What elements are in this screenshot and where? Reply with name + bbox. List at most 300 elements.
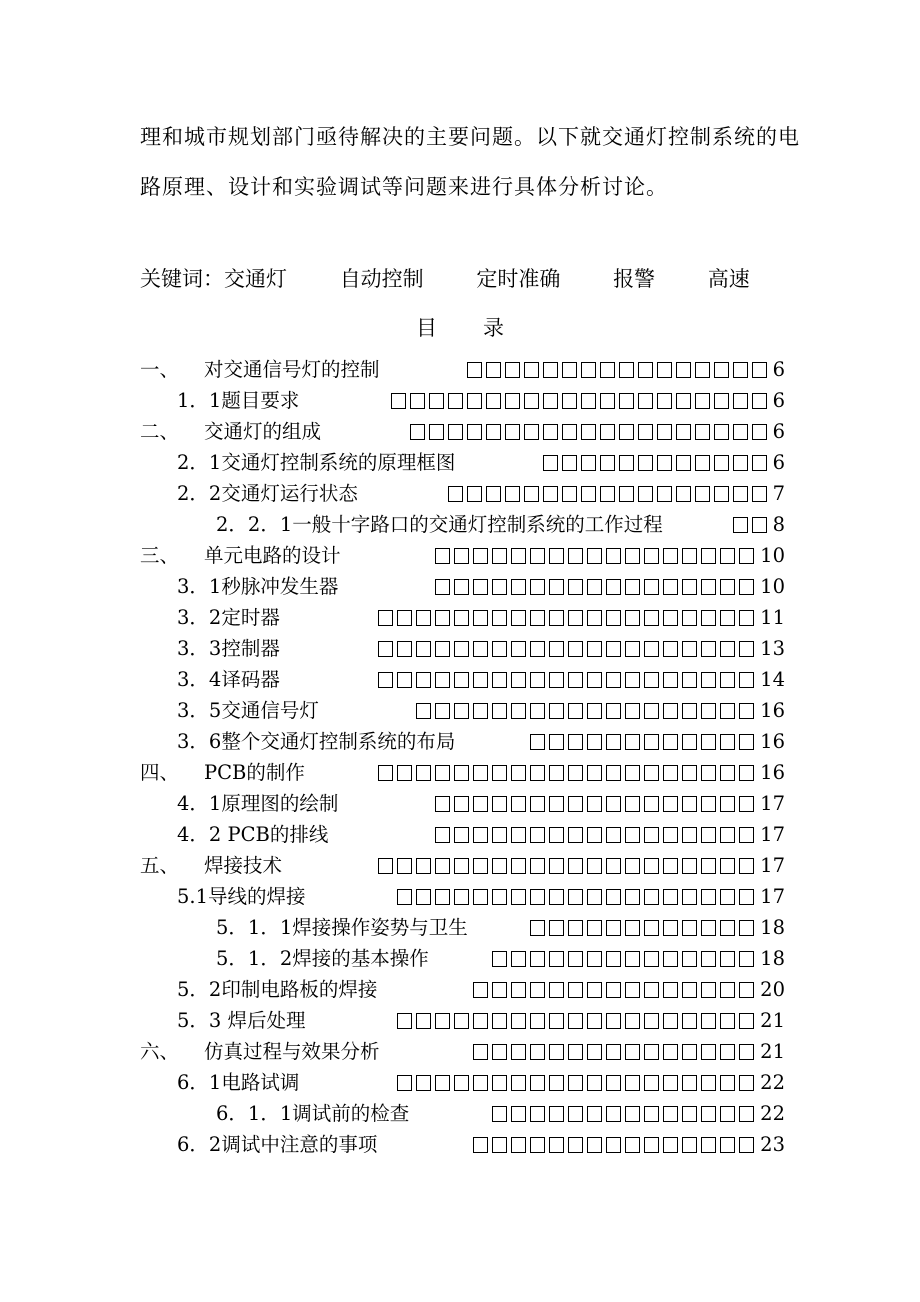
toc-entry-page: 17 xyxy=(760,854,785,877)
leader-box-icon xyxy=(739,734,754,750)
leader-box-icon xyxy=(581,393,596,409)
toc-entry-title: 3．3控制器 xyxy=(177,637,280,660)
leader-box-icon xyxy=(549,951,564,967)
leader-box-icon xyxy=(701,703,716,719)
leader-box-icon xyxy=(720,951,735,967)
leader-box-icon xyxy=(644,548,659,564)
leader-box-icon xyxy=(606,1044,621,1060)
leader-box-icon xyxy=(562,393,577,409)
toc-entry-title: 1．1题目要求 xyxy=(177,389,300,412)
leader-box-icon xyxy=(663,579,678,595)
toc-entry-title: 焊接技术 xyxy=(204,854,283,877)
leader-box-icon xyxy=(416,1013,431,1029)
leader-box-icon xyxy=(568,765,583,781)
leader-box-icon xyxy=(638,455,653,471)
leader-box-icon xyxy=(530,982,545,998)
leader-box-icon xyxy=(682,889,697,905)
keyword-item: 自动控制 xyxy=(339,267,424,291)
leader-box-icon xyxy=(435,1013,450,1029)
toc-entry[interactable] xyxy=(140,912,785,943)
toc-entry-page: 20 xyxy=(760,978,785,1001)
toc-leader xyxy=(530,912,785,943)
toc-leader xyxy=(378,633,785,664)
leader-box-icon xyxy=(663,734,678,750)
toc-entry[interactable] xyxy=(140,385,785,416)
toc-leader xyxy=(435,788,785,819)
leader-box-icon xyxy=(473,672,488,688)
leader-box-icon xyxy=(682,827,697,843)
leader-box-icon xyxy=(644,982,659,998)
leader-box-icon xyxy=(568,1106,583,1122)
toc-entry[interactable] xyxy=(140,1036,785,1067)
leader-box-icon xyxy=(486,486,501,502)
leader-box-icon xyxy=(714,455,729,471)
leader-box-icon xyxy=(606,641,621,657)
leader-box-icon xyxy=(549,672,564,688)
toc-entry-title: 6．1电路试调 xyxy=(177,1071,300,1094)
toc-entry[interactable] xyxy=(140,416,785,447)
leader-box-icon xyxy=(530,1137,545,1153)
leader-box-icon xyxy=(530,951,545,967)
leader-box-icon xyxy=(625,548,640,564)
leader-box-icon xyxy=(530,734,545,750)
leader-box-icon xyxy=(416,610,431,626)
toc-entry-number: 一、 xyxy=(140,358,180,381)
leader-box-icon xyxy=(739,889,754,905)
leader-box-icon xyxy=(701,1137,716,1153)
leader-box-icon xyxy=(682,641,697,657)
leader-box-icon xyxy=(378,765,393,781)
toc-entry-page: 22 xyxy=(760,1071,785,1094)
leader-box-icon xyxy=(739,1044,754,1060)
leader-box-icon xyxy=(720,889,735,905)
toc-leader xyxy=(378,757,785,788)
leader-box-icon xyxy=(568,548,583,564)
leader-box-icon xyxy=(739,1013,754,1029)
leader-box-icon xyxy=(733,455,748,471)
leader-box-icon xyxy=(606,982,621,998)
leader-box-icon xyxy=(619,362,634,378)
leader-box-icon xyxy=(568,1013,583,1029)
toc-entry[interactable] xyxy=(140,850,785,881)
leader-box-icon xyxy=(676,486,691,502)
toc-entry-page: 8 xyxy=(772,513,785,536)
toc-leader xyxy=(530,726,785,757)
toc-entry[interactable] xyxy=(140,695,785,726)
leader-box-icon xyxy=(682,1044,697,1060)
leader-box-icon xyxy=(473,1013,488,1029)
leader-box-icon xyxy=(657,455,672,471)
leader-box-icon xyxy=(416,672,431,688)
leader-box-icon xyxy=(695,393,710,409)
leader-box-icon xyxy=(492,1044,507,1060)
leader-box-icon xyxy=(492,548,507,564)
leader-box-icon xyxy=(397,1075,412,1091)
toc-leader xyxy=(543,447,785,478)
leader-box-icon xyxy=(397,1013,412,1029)
leader-box-icon xyxy=(638,486,653,502)
leader-box-icon xyxy=(473,982,488,998)
toc-leader xyxy=(397,881,785,912)
leader-box-icon xyxy=(739,1075,754,1091)
leader-box-icon xyxy=(682,734,697,750)
leader-box-icon xyxy=(511,951,526,967)
leader-box-icon xyxy=(701,982,716,998)
toc-entry[interactable] xyxy=(140,633,785,664)
toc-entry[interactable] xyxy=(140,1067,785,1098)
leader-box-icon xyxy=(676,455,691,471)
leader-box-icon xyxy=(682,951,697,967)
toc-entry[interactable] xyxy=(140,602,785,633)
leader-box-icon xyxy=(568,796,583,812)
leader-box-icon xyxy=(752,455,767,471)
toc-entry[interactable] xyxy=(140,757,785,788)
leader-box-icon xyxy=(378,610,393,626)
leader-box-icon xyxy=(486,393,501,409)
toc-entry-title: 5．1．1焊接操作姿势与卫生 xyxy=(216,916,468,939)
leader-box-icon xyxy=(739,1137,754,1153)
leader-box-icon xyxy=(397,641,412,657)
leader-box-icon xyxy=(587,641,602,657)
leader-box-icon xyxy=(568,579,583,595)
leader-box-icon xyxy=(568,951,583,967)
leader-box-icon xyxy=(397,889,412,905)
leader-box-icon xyxy=(644,1106,659,1122)
leader-box-icon xyxy=(492,1075,507,1091)
leader-box-icon xyxy=(416,889,431,905)
leader-box-icon xyxy=(606,548,621,564)
leader-box-icon xyxy=(568,703,583,719)
leader-box-icon xyxy=(568,1137,583,1153)
toc-entry[interactable] xyxy=(140,664,785,695)
leader-box-icon xyxy=(530,703,545,719)
leader-box-icon xyxy=(587,548,602,564)
leader-box-icon xyxy=(644,1075,659,1091)
leader-box-icon xyxy=(511,672,526,688)
leader-box-icon xyxy=(492,982,507,998)
leader-box-icon xyxy=(568,889,583,905)
leader-box-icon xyxy=(625,951,640,967)
leader-box-icon xyxy=(568,1044,583,1060)
leader-box-icon xyxy=(511,889,526,905)
leader-box-icon xyxy=(606,765,621,781)
toc-entry[interactable] xyxy=(140,540,785,571)
leader-box-icon xyxy=(682,610,697,626)
leader-box-icon xyxy=(720,703,735,719)
leader-box-icon xyxy=(492,1137,507,1153)
leader-box-icon xyxy=(587,672,602,688)
leader-box-icon xyxy=(473,641,488,657)
leader-box-icon xyxy=(581,486,596,502)
leader-box-icon xyxy=(391,393,406,409)
leader-box-icon xyxy=(663,1137,678,1153)
toc-entry-title: 5．3 焊后处理 xyxy=(177,1009,306,1032)
keywords-line xyxy=(140,263,750,295)
leader-box-icon xyxy=(448,486,463,502)
leader-box-icon xyxy=(701,1075,716,1091)
leader-box-icon xyxy=(473,858,488,874)
leader-box-icon xyxy=(568,734,583,750)
toc-leader xyxy=(435,819,785,850)
leader-box-icon xyxy=(682,858,697,874)
leader-box-icon xyxy=(695,362,710,378)
toc-entry-number: 六、 xyxy=(140,1040,180,1063)
leader-box-icon xyxy=(530,672,545,688)
toc-entry-number: 五、 xyxy=(140,854,180,877)
leader-box-icon xyxy=(600,486,615,502)
leader-box-icon xyxy=(543,486,558,502)
leader-box-icon xyxy=(663,641,678,657)
toc-entry[interactable] xyxy=(140,726,785,757)
leader-box-icon xyxy=(600,424,615,440)
leader-box-icon xyxy=(511,858,526,874)
keyword-item: 定时准确 xyxy=(476,267,561,291)
leader-box-icon xyxy=(416,641,431,657)
leader-box-icon xyxy=(739,982,754,998)
leader-box-icon xyxy=(492,1106,507,1122)
leader-box-icon xyxy=(524,393,539,409)
leader-box-icon xyxy=(454,641,469,657)
keyword-item: 报警 xyxy=(613,267,656,291)
leader-box-icon xyxy=(454,672,469,688)
leader-box-icon xyxy=(505,362,520,378)
leader-box-icon xyxy=(467,362,482,378)
leader-box-icon xyxy=(644,703,659,719)
leader-box-icon xyxy=(511,610,526,626)
leader-box-icon xyxy=(682,579,697,595)
leader-box-icon xyxy=(568,1075,583,1091)
leader-box-icon xyxy=(695,455,710,471)
toc-entry[interactable] xyxy=(140,1005,785,1036)
leader-box-icon xyxy=(454,796,469,812)
leader-box-icon xyxy=(720,548,735,564)
leader-box-icon xyxy=(549,1013,564,1029)
leader-box-icon xyxy=(701,765,716,781)
leader-box-icon xyxy=(410,424,425,440)
toc-entry[interactable] xyxy=(140,571,785,602)
leader-box-icon xyxy=(720,1075,735,1091)
leader-box-icon xyxy=(492,579,507,595)
leader-box-icon xyxy=(606,827,621,843)
leader-box-icon xyxy=(720,1137,735,1153)
leader-box-icon xyxy=(492,951,507,967)
leader-box-icon xyxy=(682,703,697,719)
toc-entry-title: 交通灯的组成 xyxy=(204,420,322,443)
toc-entry-title: 3．2定时器 xyxy=(177,606,280,629)
toc-entry-number: 四、 xyxy=(140,761,180,784)
leader-box-icon xyxy=(701,579,716,595)
leader-box-icon xyxy=(606,951,621,967)
leader-box-icon xyxy=(600,362,615,378)
toc-entry-page: 11 xyxy=(760,606,785,629)
leader-box-icon xyxy=(473,703,488,719)
toc-leader xyxy=(448,478,785,509)
leader-box-icon xyxy=(568,672,583,688)
leader-box-icon xyxy=(435,672,450,688)
toc-entry-title: 5．2印制电路板的焊接 xyxy=(177,978,378,1001)
toc-title-left: 目 xyxy=(416,316,437,340)
leader-box-icon xyxy=(606,889,621,905)
leader-box-icon xyxy=(454,765,469,781)
leader-box-icon xyxy=(530,827,545,843)
intro-line-1: 理和城市规划部门亟待解决的主要问题。以下就交通灯控制系统的电 xyxy=(140,125,800,149)
leader-box-icon xyxy=(587,1106,602,1122)
toc-entry-page: 17 xyxy=(760,885,785,908)
leader-box-icon xyxy=(587,1075,602,1091)
toc-entry-number: 三、 xyxy=(140,544,180,567)
leader-box-icon xyxy=(492,889,507,905)
leader-box-icon xyxy=(587,889,602,905)
leader-box-icon xyxy=(663,858,678,874)
toc-entry-number: 二、 xyxy=(140,420,180,443)
toc-entry-title: 3．1秒脉冲发生器 xyxy=(177,575,339,598)
toc-entry[interactable] xyxy=(140,1129,785,1160)
leader-box-icon xyxy=(701,672,716,688)
toc-entry[interactable] xyxy=(140,354,785,385)
leader-box-icon xyxy=(739,610,754,626)
leader-box-icon xyxy=(454,1075,469,1091)
leader-box-icon xyxy=(644,672,659,688)
toc-entry[interactable] xyxy=(140,447,785,478)
leader-box-icon xyxy=(562,362,577,378)
leader-box-icon xyxy=(473,827,488,843)
leader-box-icon xyxy=(530,1044,545,1060)
leader-box-icon xyxy=(549,827,564,843)
leader-box-icon xyxy=(435,827,450,843)
leader-box-icon xyxy=(657,486,672,502)
toc-entry-page: 17 xyxy=(760,823,785,846)
leader-box-icon xyxy=(568,827,583,843)
leader-box-icon xyxy=(549,1106,564,1122)
toc-entry[interactable] xyxy=(140,881,785,912)
leader-box-icon xyxy=(435,796,450,812)
leader-box-icon xyxy=(467,424,482,440)
leader-box-icon xyxy=(587,703,602,719)
leader-box-icon xyxy=(543,393,558,409)
leader-box-icon xyxy=(454,858,469,874)
toc-entry[interactable] xyxy=(140,1098,785,1129)
leader-box-icon xyxy=(530,641,545,657)
toc-leader xyxy=(473,1129,785,1160)
toc-entry-page: 14 xyxy=(760,668,785,691)
leader-box-icon xyxy=(739,827,754,843)
leader-box-icon xyxy=(663,920,678,936)
leader-box-icon xyxy=(511,1106,526,1122)
leader-box-icon xyxy=(714,393,729,409)
leader-box-icon xyxy=(524,424,539,440)
leader-box-icon xyxy=(682,765,697,781)
leader-box-icon xyxy=(429,424,444,440)
leader-box-icon xyxy=(562,455,577,471)
leader-box-icon xyxy=(739,672,754,688)
leader-box-icon xyxy=(739,1106,754,1122)
table-of-contents xyxy=(140,354,785,1160)
toc-entry-title: 6．1．1调试前的检查 xyxy=(216,1102,410,1125)
leader-box-icon xyxy=(606,796,621,812)
toc-entry[interactable] xyxy=(140,974,785,1005)
leader-box-icon xyxy=(378,672,393,688)
leader-box-icon xyxy=(657,424,672,440)
leader-box-icon xyxy=(625,982,640,998)
leader-box-icon xyxy=(587,858,602,874)
toc-entry[interactable] xyxy=(140,478,785,509)
toc-entry-title: 单元电路的设计 xyxy=(204,544,341,567)
toc-leader xyxy=(378,664,785,695)
leader-box-icon xyxy=(524,486,539,502)
leader-box-icon xyxy=(543,424,558,440)
toc-entry-title: 6．2调试中注意的事项 xyxy=(177,1133,378,1156)
toc-entry-title: 3．4译码器 xyxy=(177,668,280,691)
leader-box-icon xyxy=(733,362,748,378)
leader-box-icon xyxy=(625,796,640,812)
leader-box-icon xyxy=(530,610,545,626)
leader-box-icon xyxy=(549,1137,564,1153)
leader-box-icon xyxy=(378,858,393,874)
leader-box-icon xyxy=(448,424,463,440)
toc-entry[interactable] xyxy=(140,788,785,819)
leader-box-icon xyxy=(644,765,659,781)
leader-box-icon xyxy=(562,424,577,440)
leader-box-icon xyxy=(587,920,602,936)
leader-box-icon xyxy=(600,455,615,471)
leader-box-icon xyxy=(752,517,767,533)
leader-box-icon xyxy=(473,1044,488,1060)
leader-box-icon xyxy=(695,486,710,502)
leader-box-icon xyxy=(657,362,672,378)
toc-entry-page: 18 xyxy=(760,916,785,939)
toc-entry-title: 2．2．1一般十字路口的交通灯控制系统的工作过程 xyxy=(216,513,663,536)
leader-box-icon xyxy=(644,858,659,874)
leader-box-icon xyxy=(682,796,697,812)
leader-box-icon xyxy=(644,889,659,905)
leader-box-icon xyxy=(663,951,678,967)
leader-box-icon xyxy=(435,765,450,781)
leader-box-icon xyxy=(606,579,621,595)
leader-box-icon xyxy=(714,362,729,378)
keyword-item: 高速 xyxy=(707,267,750,291)
leader-box-icon xyxy=(625,889,640,905)
leader-box-icon xyxy=(492,610,507,626)
leader-box-icon xyxy=(505,393,520,409)
leader-box-icon xyxy=(492,765,507,781)
leader-box-icon xyxy=(720,858,735,874)
leader-box-icon xyxy=(701,951,716,967)
leader-box-icon xyxy=(714,424,729,440)
leader-box-icon xyxy=(511,827,526,843)
leader-box-icon xyxy=(587,1044,602,1060)
leader-box-icon xyxy=(530,796,545,812)
leader-box-icon xyxy=(739,920,754,936)
leader-box-icon xyxy=(644,951,659,967)
leader-box-icon xyxy=(644,641,659,657)
leader-box-icon xyxy=(454,548,469,564)
leader-box-icon xyxy=(530,579,545,595)
leader-box-icon xyxy=(625,765,640,781)
leader-box-icon xyxy=(587,734,602,750)
leader-box-icon xyxy=(568,641,583,657)
leader-box-icon xyxy=(676,362,691,378)
toc-entry-page: 16 xyxy=(760,699,785,722)
toc-entry-page: 10 xyxy=(760,575,785,598)
toc-leader xyxy=(473,1036,785,1067)
toc-entry[interactable] xyxy=(140,509,785,540)
leader-box-icon xyxy=(511,641,526,657)
leader-box-icon xyxy=(587,982,602,998)
toc-entry[interactable] xyxy=(140,819,785,850)
toc-leader xyxy=(391,385,785,416)
leader-box-icon xyxy=(720,641,735,657)
toc-entry[interactable] xyxy=(140,943,785,974)
